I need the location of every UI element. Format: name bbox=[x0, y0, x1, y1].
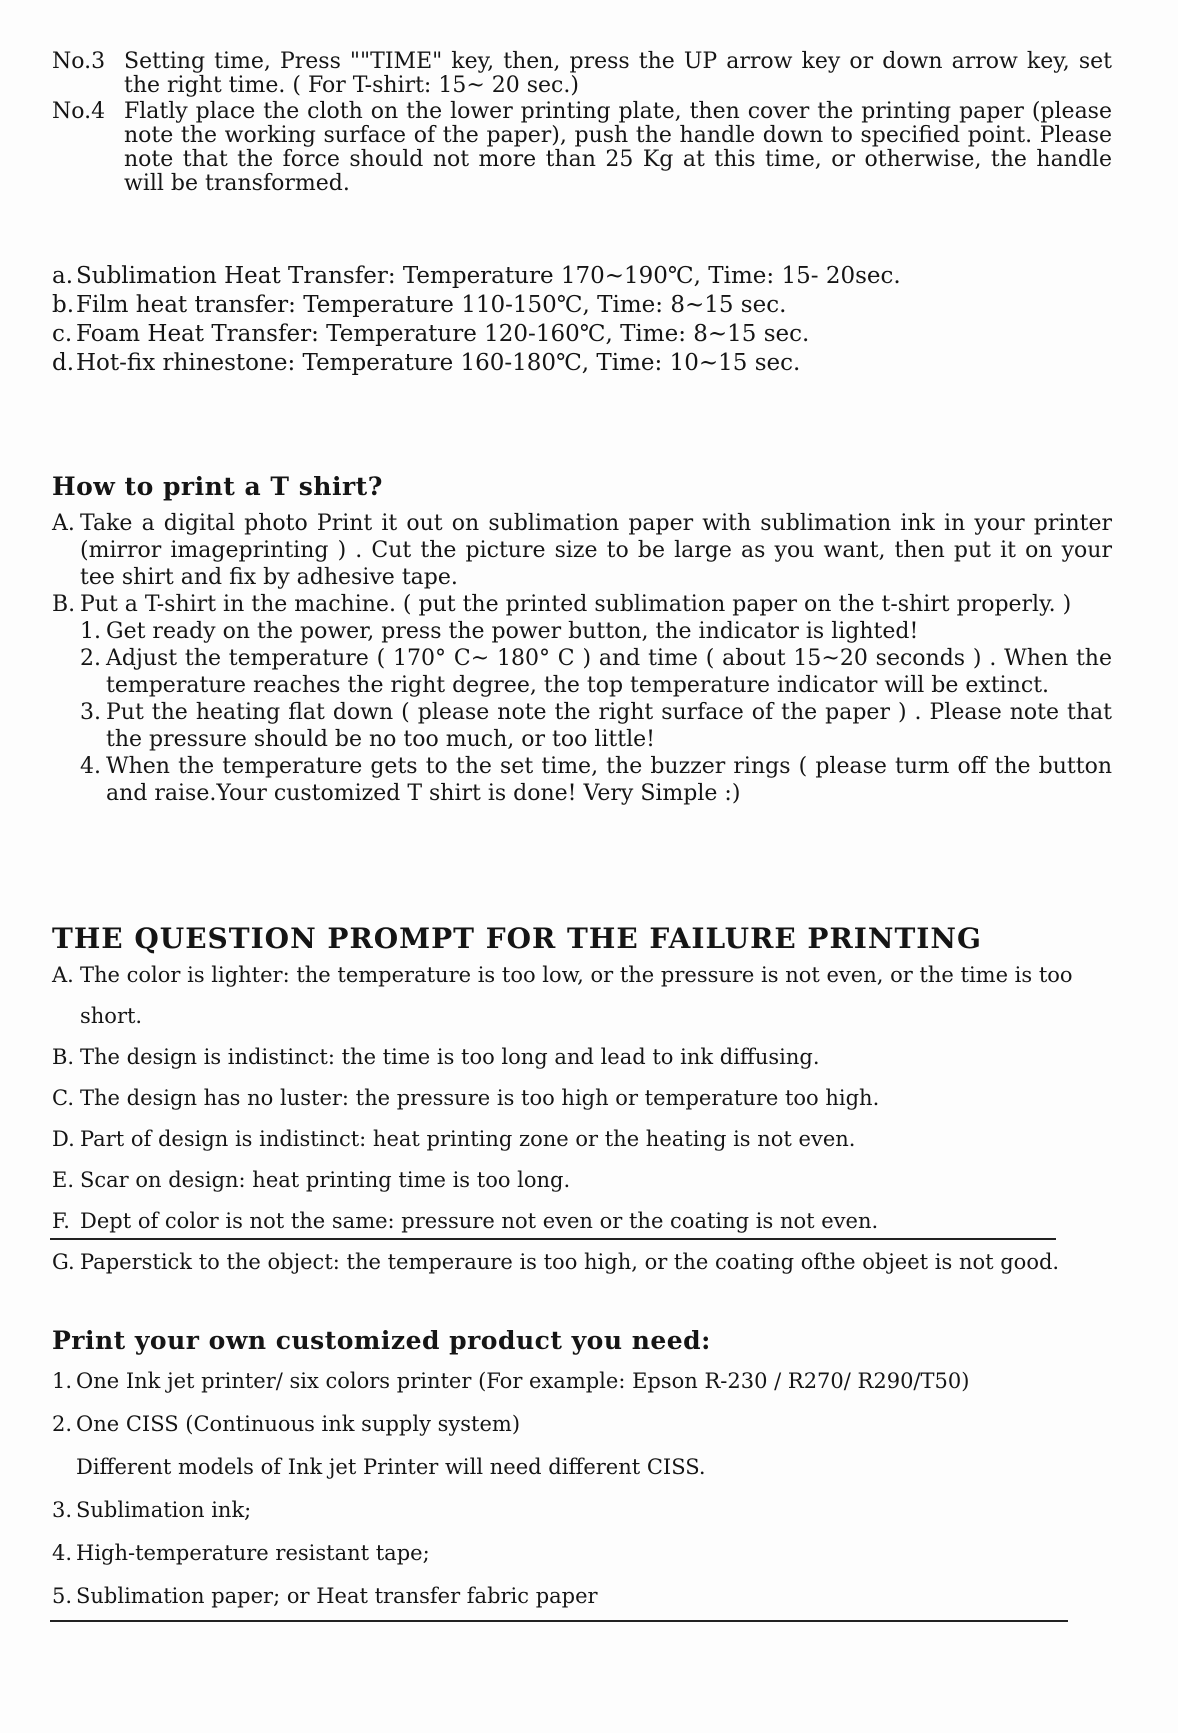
item-number: 1. bbox=[52, 1369, 73, 1393]
howto-substep bbox=[80, 618, 1112, 645]
item-letter: D. bbox=[52, 1127, 75, 1151]
item-text: Sublimation paper; or Heat transfer fabric paper bbox=[76, 1584, 598, 1608]
item-letter: E. bbox=[52, 1168, 75, 1192]
item-text: Scar on design: heat printing time is too long. bbox=[80, 1168, 571, 1192]
item-letter: B. bbox=[52, 1045, 75, 1069]
step-number: No.4 bbox=[52, 99, 106, 124]
item-text: Sublimation Heat Transfer: Temperature 170~190℃, Time: 15- 20sec. bbox=[76, 263, 901, 289]
item-letter: c. bbox=[52, 321, 73, 347]
item-text: One CISS (Continuous ink supply system) bbox=[76, 1412, 521, 1436]
howto-section bbox=[52, 510, 1112, 807]
item-text: Part of design is indistinct: heat printing zone or the heating is not even. bbox=[80, 1127, 856, 1151]
step-number: No.3 bbox=[52, 49, 106, 74]
need-heading: Print your own customized product you need: bbox=[52, 1326, 711, 1355]
failure-heading: THE QUESTION PROMPT FOR THE FAILURE PRINTING bbox=[52, 922, 982, 955]
item-letter: a. bbox=[52, 263, 74, 289]
item-number: 2. bbox=[52, 1412, 73, 1436]
howto-substep bbox=[80, 699, 1112, 753]
substep-number: 3. bbox=[80, 700, 101, 725]
item-text: Sublimation ink; bbox=[76, 1498, 252, 1522]
step-3 bbox=[52, 50, 1112, 98]
howto-substep bbox=[80, 645, 1112, 699]
substep-number: 2. bbox=[80, 646, 101, 671]
howto-substep bbox=[80, 753, 1112, 807]
need-list bbox=[52, 1360, 1112, 1618]
substep-text: Get ready on the power, press the power button, the indicator is lighted! bbox=[106, 619, 919, 644]
list-item bbox=[52, 1037, 1112, 1078]
list-item bbox=[52, 1119, 1112, 1160]
substep-number: 4. bbox=[80, 754, 101, 779]
item-letter: d. bbox=[52, 350, 75, 376]
failure-list bbox=[52, 955, 1112, 1283]
step-text: Setting time, Press ""TIME" key, then, press the UP arrow key or down arrow key, set the right time. ( For T-shirt: 15~ 20 sec.) bbox=[124, 49, 1112, 98]
section-divider bbox=[50, 1620, 1068, 1622]
item-number: 3. bbox=[52, 1498, 73, 1522]
item-text: One Ink jet printer/ six colors printer (For example: Epson R-230 / R270/ R290/T50) bbox=[76, 1369, 970, 1393]
item-text: Hot-fix rhinestone: Temperature 160-180℃, Time: 10~15 sec. bbox=[76, 350, 801, 376]
howto-item-a bbox=[52, 510, 1112, 591]
item-letter: B. bbox=[52, 592, 76, 617]
item-text: High-temperature resistant tape; bbox=[76, 1541, 430, 1565]
item-letter: b. bbox=[52, 292, 75, 318]
list-item bbox=[52, 1201, 1112, 1242]
item-text: Paperstick to the object: the temperaure is too high, or the coating ofthe objeet is not good. bbox=[80, 1250, 1060, 1274]
list-item bbox=[52, 1403, 1112, 1446]
item-number: 4. bbox=[52, 1541, 73, 1565]
substep-text: When the temperature gets to the set time, the buzzer rings ( please turm off the button and raise.Your customized T shirt is done! Very Simple :) bbox=[106, 754, 1112, 806]
item-letter: C. bbox=[52, 1086, 74, 1110]
howto-item-b bbox=[52, 591, 1112, 618]
item-letter: A. bbox=[52, 511, 75, 536]
substep-text: Put the heating flat down ( please note the right surface of the paper ) . Please note that the pressure should be no too much, or too little! bbox=[106, 700, 1112, 752]
substep-number: 1. bbox=[80, 619, 101, 644]
list-item bbox=[52, 1242, 1112, 1283]
list-item bbox=[52, 1489, 1112, 1532]
list-note: Different models of Ink jet Printer will need different CISS. bbox=[76, 1455, 706, 1479]
item-text: The color is lighter: the temperature is too low, or the pressure is not even, or the time is too short. bbox=[80, 963, 1073, 1028]
item-letter: F. bbox=[52, 1209, 70, 1233]
section-divider bbox=[50, 1238, 1056, 1240]
list-item bbox=[52, 349, 1112, 378]
item-text: Dept of color is not the same: pressure not even or the coating is not even. bbox=[80, 1209, 879, 1233]
item-text: Film heat transfer: Temperature 110-150℃, Time: 8~15 sec. bbox=[76, 292, 787, 318]
list-item bbox=[52, 955, 1112, 1037]
setup-steps bbox=[52, 50, 1112, 198]
list-item bbox=[52, 1160, 1112, 1201]
list-item bbox=[52, 291, 1112, 320]
item-number: 5. bbox=[52, 1584, 73, 1608]
transfer-type-list bbox=[52, 262, 1112, 378]
item-text: Put a T-shirt in the machine. ( put the printed sublimation paper on the t-shirt properly. ) bbox=[80, 592, 1072, 617]
item-text: The design is indistinct: the time is too long and lead to ink diffusing. bbox=[80, 1045, 820, 1069]
list-item bbox=[52, 320, 1112, 349]
list-item bbox=[52, 262, 1112, 291]
step-4 bbox=[52, 100, 1112, 196]
item-text: The design has no luster: the pressure is too high or temperature too high. bbox=[80, 1086, 880, 1110]
item-letter: G. bbox=[52, 1250, 75, 1274]
list-item bbox=[52, 1078, 1112, 1119]
item-text: Foam Heat Transfer: Temperature 120-160℃, Time: 8~15 sec. bbox=[76, 321, 810, 347]
step-text: Flatly place the cloth on the lower printing plate, then cover the printing paper (please note the working surface of the paper), push the handle down to specified point. Please note that the force should not more than 25 Kg at this time, or otherwise, the handle will be transformed. bbox=[124, 99, 1112, 196]
howto-heading: How to print a T shirt? bbox=[52, 472, 383, 501]
substep-text: Adjust the temperature ( 170° C~ 180° C ) and time ( about 15~20 seconds ) . When the temperature reaches the right degree, the top temperature indicator will be extinct. bbox=[106, 646, 1112, 698]
item-letter: A. bbox=[52, 963, 74, 987]
item-text: Take a digital photo Print it out on sublimation paper with sublimation ink in your printer (mirror imageprinting ) . Cut the picture size to be large as you want, then put it on your tee shirt and fix by adhesive tape. bbox=[80, 511, 1112, 590]
list-item bbox=[52, 1575, 1112, 1618]
list-item bbox=[52, 1532, 1112, 1575]
list-item bbox=[52, 1360, 1112, 1403]
